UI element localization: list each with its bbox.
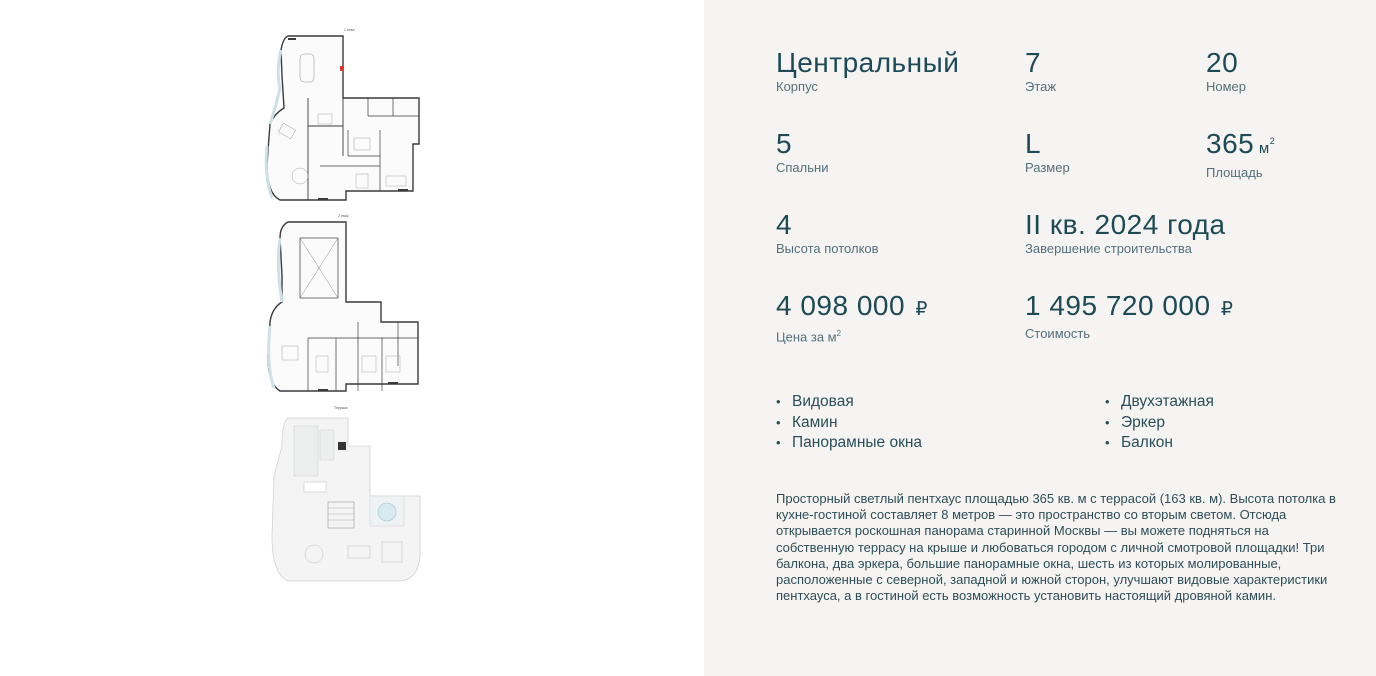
features-list-right [1105,392,1214,454]
terrace-label: Терраса [334,406,348,410]
floor-1-label: 1 этаж [344,28,355,32]
number-value: 20 [1206,47,1239,78]
floor-2-label: 2 этаж [338,214,349,218]
price-per-m-label: Цена за $м^2$ [776,329,842,345]
bedrooms-value: 5 [776,128,793,159]
terrace-plan[interactable] [272,406,420,581]
feature-item: • Камин [776,413,838,431]
building-value: Центральный [776,47,960,78]
completion-value: II кв. 2024 года [1025,209,1226,240]
ceiling-value: 4 [776,209,793,240]
feature-item: • Панорамные окна [776,434,923,451]
floor-1-plan[interactable] [266,28,419,200]
features-list-left [776,392,922,454]
floor-value: 7 [1025,47,1042,78]
stat-ceiling [776,209,879,257]
number-label: Номер [1206,79,1247,94]
floor-2-plan[interactable] [268,214,418,391]
apartment-description: Просторный светлый пентхаус площадью 365 кв. м с террасой (163 кв. м). Высота потолка в кухне-гостиной составляет 8 метров — это пространство со вторым светом. Отсюда открывается роскошная панорама старинной Москвы — вы можете подняться на собственную террасу на крыше и любоваться городом с личной смотровой площадки! Три балкона, два эркера, большие панорамные окна, шесть из которых молированные, расположенные с северной, западной и южной сторон, улучшают видовые характеристики пентхауса, а в гостиной есть возможность установить настоящий дровяной камин. [776,491,1336,604]
stat-bedrooms [776,128,828,176]
stat-number [1206,47,1246,95]
area-value: 365 $м^2$ [1206,128,1276,159]
total-price-label: Стоимость [1025,326,1091,341]
stat-floor [1025,47,1056,95]
bedrooms-label: Спальни [776,160,829,175]
price-per-m-value: 4 098 000 ₽ [776,290,928,321]
area-label: Площадь [1206,165,1263,180]
ruble-icon: ₽ [915,299,928,320]
size-label: Размер [1025,160,1070,175]
size-value: L [1025,128,1042,159]
feature-item: • Балкон [1105,434,1173,451]
stat-area [1206,128,1275,181]
building-label: Корпус [776,79,818,94]
stat-price-per-m [776,290,928,345]
ruble-icon: ₽ [1220,299,1234,320]
stat-size [1025,128,1070,176]
stat-total-price [1025,290,1233,342]
ceiling-label: Высота потолков [776,241,879,256]
feature-item: • Видовая [776,393,854,410]
completion-label: Завершение строительства [1025,241,1192,256]
stat-completion [1025,209,1226,257]
feature-item: • Эркер [1105,413,1165,431]
floor-plans [258,26,428,596]
stat-building [776,47,959,95]
floor-label: Этаж [1025,79,1057,94]
total-price-value: 1 495 720 000 ₽ [1025,290,1234,321]
feature-item: • Двухэтажная [1105,393,1214,410]
